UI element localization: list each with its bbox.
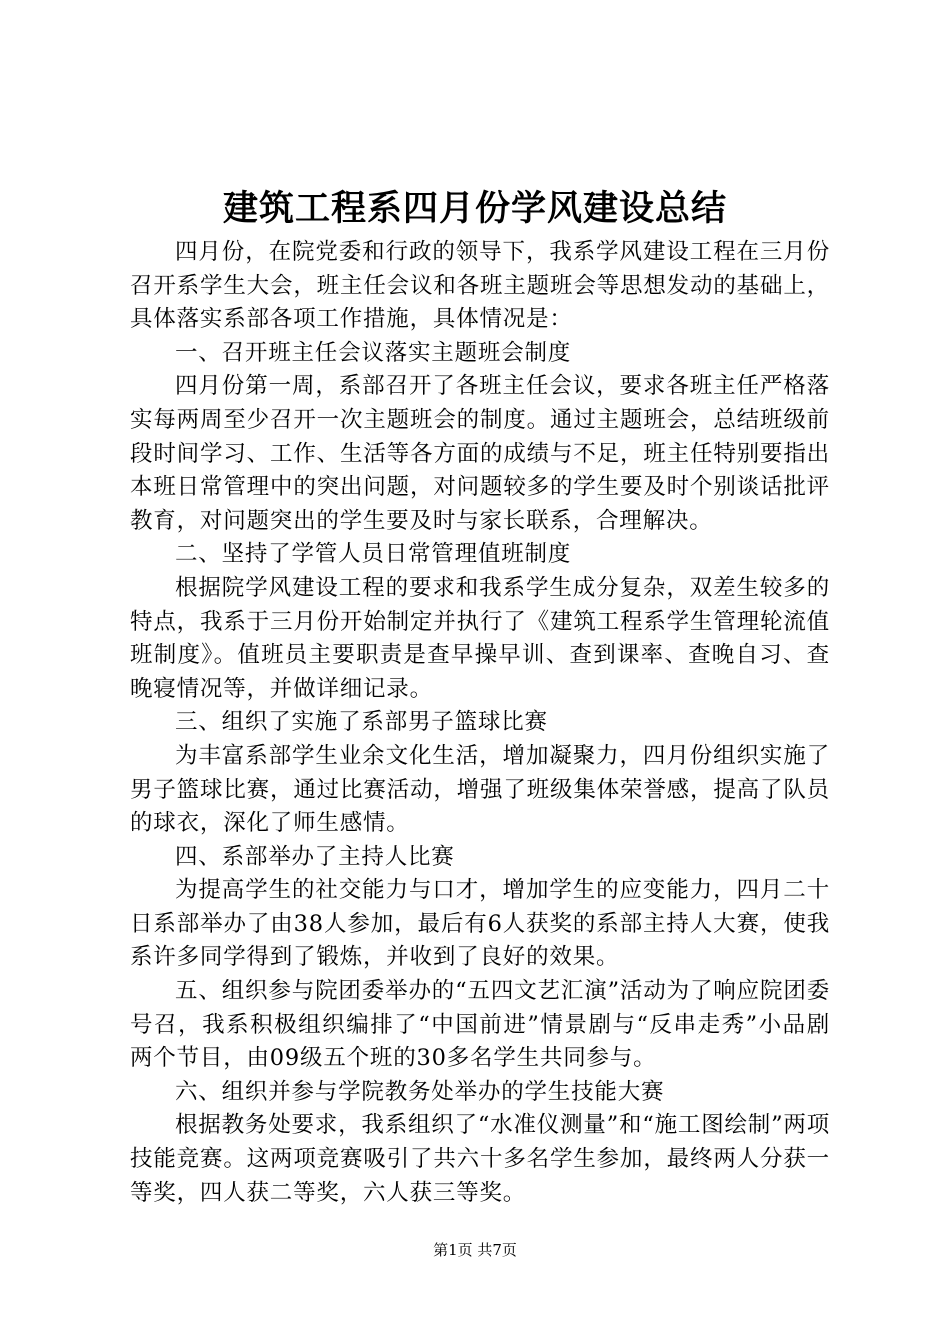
section-paragraph-4: 为提高学生的社交能力与口才，增加学生的应变能力，四月二十日系部举办了由38人参加，最后有6人获奖的系部主持人大赛，使我系许多同学得到了锻炼，并收到了良好的效果。 [130, 877, 830, 971]
intro-paragraph: 四月份，在院党委和行政的领导下，我系学风建设工程在三月份召开系学生大会，班主任会议和各班主题班会等思想发动的基础上，具体落实系部各项工作措施，具体情况是： [130, 239, 830, 333]
section-heading-4: 四、系部举办了主持人比赛 [175, 843, 455, 870]
section-heading-3: 三、组织了实施了系部男子篮球比赛 [175, 709, 548, 736]
document-body [130, 236, 830, 1210]
section-paragraph-2: 根据院学风建设工程的要求和我系学生成分复杂，双差生较多的特点，我系于三月份开始制定并执行了《建筑工程系学生管理轮流值班制度》。值班员主要职责是查早操早训、查到课率、查晚自习、查晚寝情况等，并做详细记录。 [130, 574, 830, 702]
page-number: 第1页 共7页 [433, 1241, 517, 1259]
section-heading-1: 一、召开班主任会议落实主题班会制度 [175, 339, 572, 366]
document-title: 建筑工程系四月份学风建设总结 [222, 188, 727, 229]
section-paragraph-1: 四月份第一周，系部召开了各班主任会议，要求各班主任严格落实每两周至少召开一次主题班会的制度。通过主题班会，总结班级前段时间学习、工作、生活等各方面的成绩与不足，班主任特别要指出本班日常管理中的突出问题，对问题较多的学生要及时个别谈话批评教育，对问题突出的学生要及时与家长联系，合理解决。 [130, 373, 830, 534]
section-paragraph-6: 根据教务处要求，我系组织了“水准仪测量”和“施工图绘制”两项技能竞赛。这两项竞赛吸引了共六十多名学生参加，最终两人分获一等奖，四人获二等奖，六人获三等奖。 [130, 1112, 831, 1206]
section-heading-6: 六、组织并参与学院教务处举办的学生技能大赛 [175, 1078, 665, 1105]
section-paragraph-5: 五、组织参与院团委举办的“五四文艺汇演”活动为了响应院团委号召，我系积极组织编排了“中国前进”情景剧与“反串走秀”小品剧两个节目，由09级五个班的30多名学生共同参与。 [130, 978, 830, 1072]
section-heading-2: 二、坚持了学管人员日常管理值班制度 [175, 541, 572, 568]
section-paragraph-3: 为丰富系部学生业余文化生活，增加凝聚力，四月份组织实施了男子篮球比赛，通过比赛活动，增强了班级集体荣誉感，提高了队员的球衣，深化了师生感情。 [130, 742, 830, 837]
